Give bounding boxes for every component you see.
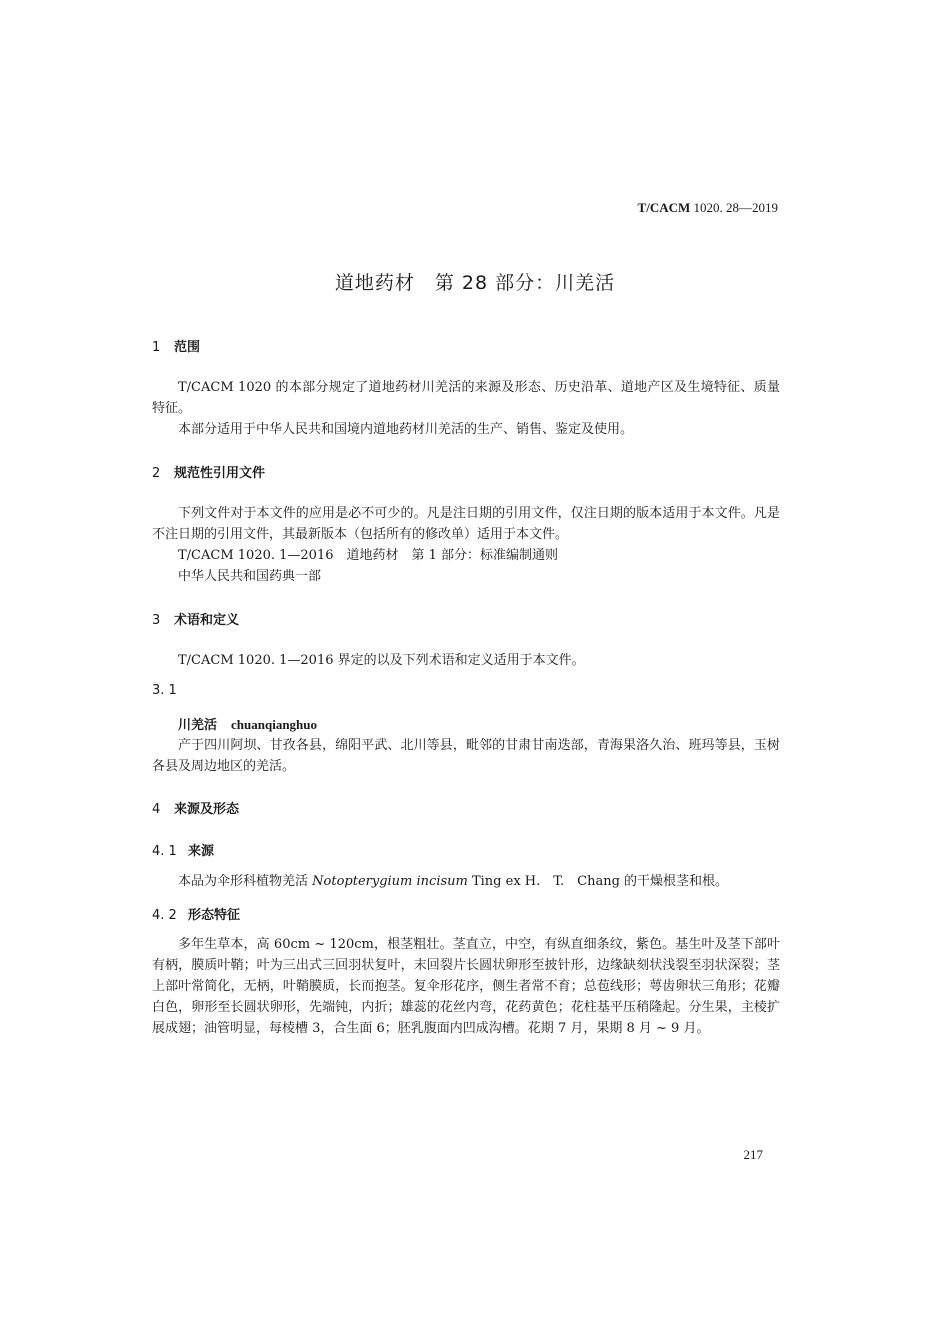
section-2-heading: 2 规范性引用文件 xyxy=(152,466,266,481)
reference-1: T/CACM 1020. 1—2016 道地药材 第 1 部分：标准编制通则 xyxy=(178,548,559,563)
clause-4-1-heading: 4. 1 来源 xyxy=(152,844,215,859)
term-entry: 川羌活 chuanqianghuo xyxy=(178,717,318,733)
clause-4-2-heading: 4. 2 形态特征 xyxy=(152,908,241,923)
document-title: 道地药材 第 28 部分：川羌活 xyxy=(334,272,616,294)
latin-name: Notopterygium incisum xyxy=(312,874,468,889)
section-1-paragraph-1: T/CACM 1020 的本部分规定了道地药材川羌活的来源及形态、历史沿革、道地产区及生境特征、质量特征。 xyxy=(152,380,780,416)
clause-4-2-paragraph: 多年生草本，高 60cm ~ 120cm，根茎粗壮。茎直立，中空，有纵直细条纹，紫色。基生叶及茎下部叶有柄，膜质叶鞘；叶为三出式三回羽状复叶，末回裂片长圆状卵形至披针形，边缘缺刻状浅裂至羽状深裂；茎上部叶常简化，无柄，叶鞘膜质，长而抱茎。复伞形花序，侧生者常不育；总苞线形；萼齿卵状三角形；花瓣白色，卵形至长圆状卵形，先端钝，内折；雄蕊的花丝内弯，花药黄色；花柱基平压稍隆起。分生果，主棱扩展成翅；油管明显，每棱槽 3，合生面 6；胚乳腹面内凹成沟槽。花期 7 月，果期 8 月 ~ 9 月。 xyxy=(152,937,780,1036)
section-1-heading: 1 范围 xyxy=(152,340,201,355)
page-number: 217 xyxy=(743,1147,763,1162)
section-4-heading: 4 来源及形态 xyxy=(152,802,240,817)
clause-3-1-number: 3. 1 xyxy=(152,683,177,698)
section-1-paragraph-2: 本部分适用于中华人民共和国境内道地药材川羌活的生产、销售、鉴定及使用。 xyxy=(178,422,634,437)
section-3-paragraph: T/CACM 1020. 1—2016 界定的以及下列术语和定义适用于本文件。 xyxy=(178,653,585,668)
section-3-heading: 3 术语和定义 xyxy=(152,613,240,628)
clause-4-1-paragraph: 本品为伞形科植物羌活 Notopterygium incisum Ting ex H. T. Chang 的干燥根茎和根。 xyxy=(178,874,729,889)
reference-2: 中华人民共和国药典一部 xyxy=(178,569,322,584)
section-2-paragraph: 下列文件对于本文件的应用是必不可少的。凡是注日期的引用文件，仅注日期的版本适用于本文件。凡是不注日期的引用文件，其最新版本（包括所有的修改单）适用于本文件。 xyxy=(152,506,780,542)
term-definition: 产于四川阿坝、甘孜各县，绵阳平武、北川等县，毗邻的甘肃甘南迭部，青海果洛久治、班玛等县，玉树各县及周边地区的羌活。 xyxy=(152,738,780,774)
standard-code: T/CACM 1020. 28—2019 xyxy=(637,200,778,215)
